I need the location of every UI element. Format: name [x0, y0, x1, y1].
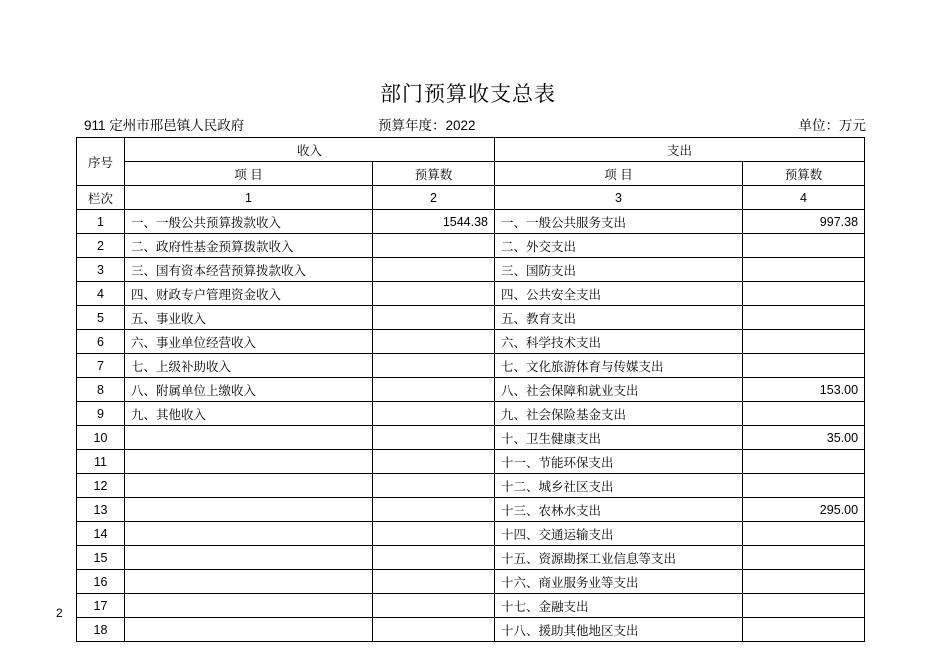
- row-seq: 12: [77, 474, 125, 498]
- table-row: [77, 594, 865, 618]
- column-index-2: 2: [373, 186, 495, 210]
- row-income-item: [125, 570, 373, 594]
- row-income-amount: [373, 426, 495, 450]
- page-title: 部门预算收支总表: [380, 82, 556, 106]
- row-expenditure-amount: [743, 618, 865, 642]
- header-expenditure-group: 支出: [495, 138, 865, 162]
- header-income-amount: 预算数: [373, 162, 495, 186]
- table-row: [77, 426, 865, 450]
- row-expenditure-amount: [743, 594, 865, 618]
- table-body: [77, 210, 865, 642]
- row-seq: 9: [77, 402, 125, 426]
- row-income-item: [125, 546, 373, 570]
- page-number: 2: [56, 606, 63, 620]
- row-income-amount: [373, 498, 495, 522]
- row-income-amount: [373, 450, 495, 474]
- row-income-amount: [373, 618, 495, 642]
- row-income-amount: [373, 306, 495, 330]
- row-income-amount: [373, 594, 495, 618]
- row-income-amount: [373, 570, 495, 594]
- row-income-amount: [373, 234, 495, 258]
- table-header-group-row: [77, 138, 865, 162]
- row-expenditure-item: 八、社会保障和就业支出: [495, 378, 743, 402]
- row-expenditure-item: 十八、援助其他地区支出: [495, 618, 743, 642]
- row-expenditure-amount: [743, 234, 865, 258]
- table-row: [77, 258, 865, 282]
- row-seq: 10: [77, 426, 125, 450]
- table-row: [77, 546, 865, 570]
- row-expenditure-item: 十一、节能环保支出: [495, 450, 743, 474]
- row-expenditure-amount: [743, 570, 865, 594]
- fiscal-year-label: 预算年度：2022: [378, 118, 476, 133]
- table-column-index-row: [77, 186, 865, 210]
- row-expenditure-amount: [743, 306, 865, 330]
- row-expenditure-item: 四、公共安全支出: [495, 282, 743, 306]
- table-row: [77, 378, 865, 402]
- row-income-item: [125, 618, 373, 642]
- row-seq: 14: [77, 522, 125, 546]
- table-row: [77, 522, 865, 546]
- row-expenditure-item: 九、社会保险基金支出: [495, 402, 743, 426]
- column-index-label: 栏次: [77, 186, 125, 210]
- organization-label: 911 定州市邢邑镇人民政府: [84, 118, 245, 133]
- table-row: [77, 330, 865, 354]
- row-expenditure-amount: [743, 546, 865, 570]
- row-income-item: [125, 450, 373, 474]
- row-expenditure-item: 十三、农林水支出: [495, 498, 743, 522]
- row-expenditure-amount: [743, 330, 865, 354]
- row-income-amount: [373, 258, 495, 282]
- row-income-item: 六、事业单位经营收入: [125, 330, 373, 354]
- row-income-amount: [373, 474, 495, 498]
- row-seq: 18: [77, 618, 125, 642]
- row-seq: 4: [77, 282, 125, 306]
- table-row: [77, 570, 865, 594]
- row-income-item: [125, 594, 373, 618]
- row-income-amount: [373, 330, 495, 354]
- row-expenditure-amount: 997.38: [743, 210, 865, 234]
- row-income-amount: [373, 282, 495, 306]
- row-expenditure-amount: [743, 354, 865, 378]
- row-seq: 1: [77, 210, 125, 234]
- row-income-item: 二、政府性基金预算拨款收入: [125, 234, 373, 258]
- row-income-item: 八、附属单位上缴收入: [125, 378, 373, 402]
- table-row: [77, 498, 865, 522]
- header-expenditure-item: 项 目: [495, 162, 743, 186]
- column-index-3: 3: [495, 186, 743, 210]
- table-row: [77, 354, 865, 378]
- row-seq: 5: [77, 306, 125, 330]
- column-index-4: 4: [743, 186, 865, 210]
- row-expenditure-item: 十五、资源勘探工业信息等支出: [495, 546, 743, 570]
- row-seq: 8: [77, 378, 125, 402]
- row-expenditure-amount: [743, 474, 865, 498]
- row-expenditure-amount: [743, 450, 865, 474]
- row-expenditure-item: 七、文化旅游体育与传媒支出: [495, 354, 743, 378]
- row-expenditure-amount: [743, 402, 865, 426]
- row-expenditure-item: 十四、交通运输支出: [495, 522, 743, 546]
- row-expenditure-item: 十、卫生健康支出: [495, 426, 743, 450]
- row-expenditure-item: 三、国防支出: [495, 258, 743, 282]
- row-expenditure-item: 一、一般公共服务支出: [495, 210, 743, 234]
- table-header-sub-row: [77, 162, 865, 186]
- row-expenditure-amount: 153.00: [743, 378, 865, 402]
- header-income-item: 项 目: [125, 162, 373, 186]
- header-income-group: 收入: [125, 138, 495, 162]
- row-seq: 16: [77, 570, 125, 594]
- table-row: [77, 306, 865, 330]
- table-row: [77, 210, 865, 234]
- row-seq: 13: [77, 498, 125, 522]
- row-expenditure-item: 十二、城乡社区支出: [495, 474, 743, 498]
- row-seq: 17: [77, 594, 125, 618]
- row-expenditure-item: 十七、金融支出: [495, 594, 743, 618]
- row-income-item: [125, 498, 373, 522]
- row-seq: 2: [77, 234, 125, 258]
- row-income-item: [125, 522, 373, 546]
- budget-summary-table: [76, 137, 865, 642]
- row-expenditure-amount: 35.00: [743, 426, 865, 450]
- column-index-1: 1: [125, 186, 373, 210]
- row-seq: 6: [77, 330, 125, 354]
- table-row: [77, 474, 865, 498]
- table-row: [77, 402, 865, 426]
- row-seq: 11: [77, 450, 125, 474]
- table-row: [77, 282, 865, 306]
- row-expenditure-item: 五、教育支出: [495, 306, 743, 330]
- row-seq: 7: [77, 354, 125, 378]
- row-income-amount: 1544.38: [373, 210, 495, 234]
- row-expenditure-amount: [743, 282, 865, 306]
- row-expenditure-amount: [743, 522, 865, 546]
- row-income-amount: [373, 402, 495, 426]
- header-expenditure-amount: 预算数: [743, 162, 865, 186]
- row-income-item: 九、其他收入: [125, 402, 373, 426]
- row-expenditure-amount: 295.00: [743, 498, 865, 522]
- row-income-amount: [373, 354, 495, 378]
- row-expenditure-item: 二、外交支出: [495, 234, 743, 258]
- row-income-item: 三、国有资本经营预算拨款收入: [125, 258, 373, 282]
- row-seq: 15: [77, 546, 125, 570]
- row-income-item: 五、事业收入: [125, 306, 373, 330]
- table-row: [77, 234, 865, 258]
- table-row: [77, 618, 865, 642]
- row-income-item: 一、一般公共预算拨款收入: [125, 210, 373, 234]
- row-income-item: 七、上级补助收入: [125, 354, 373, 378]
- row-income-amount: [373, 546, 495, 570]
- row-income-item: [125, 426, 373, 450]
- row-expenditure-item: 六、科学技术支出: [495, 330, 743, 354]
- unit-label: 单位：万元: [798, 118, 866, 133]
- header-seq: 序号: [77, 138, 125, 186]
- row-income-item: 四、财政专户管理资金收入: [125, 282, 373, 306]
- row-expenditure-amount: [743, 258, 865, 282]
- row-expenditure-item: 十六、商业服务业等支出: [495, 570, 743, 594]
- row-income-amount: [373, 378, 495, 402]
- table-row: [77, 450, 865, 474]
- row-seq: 3: [77, 258, 125, 282]
- row-income-item: [125, 474, 373, 498]
- row-income-amount: [373, 522, 495, 546]
- document-meta: [76, 114, 866, 134]
